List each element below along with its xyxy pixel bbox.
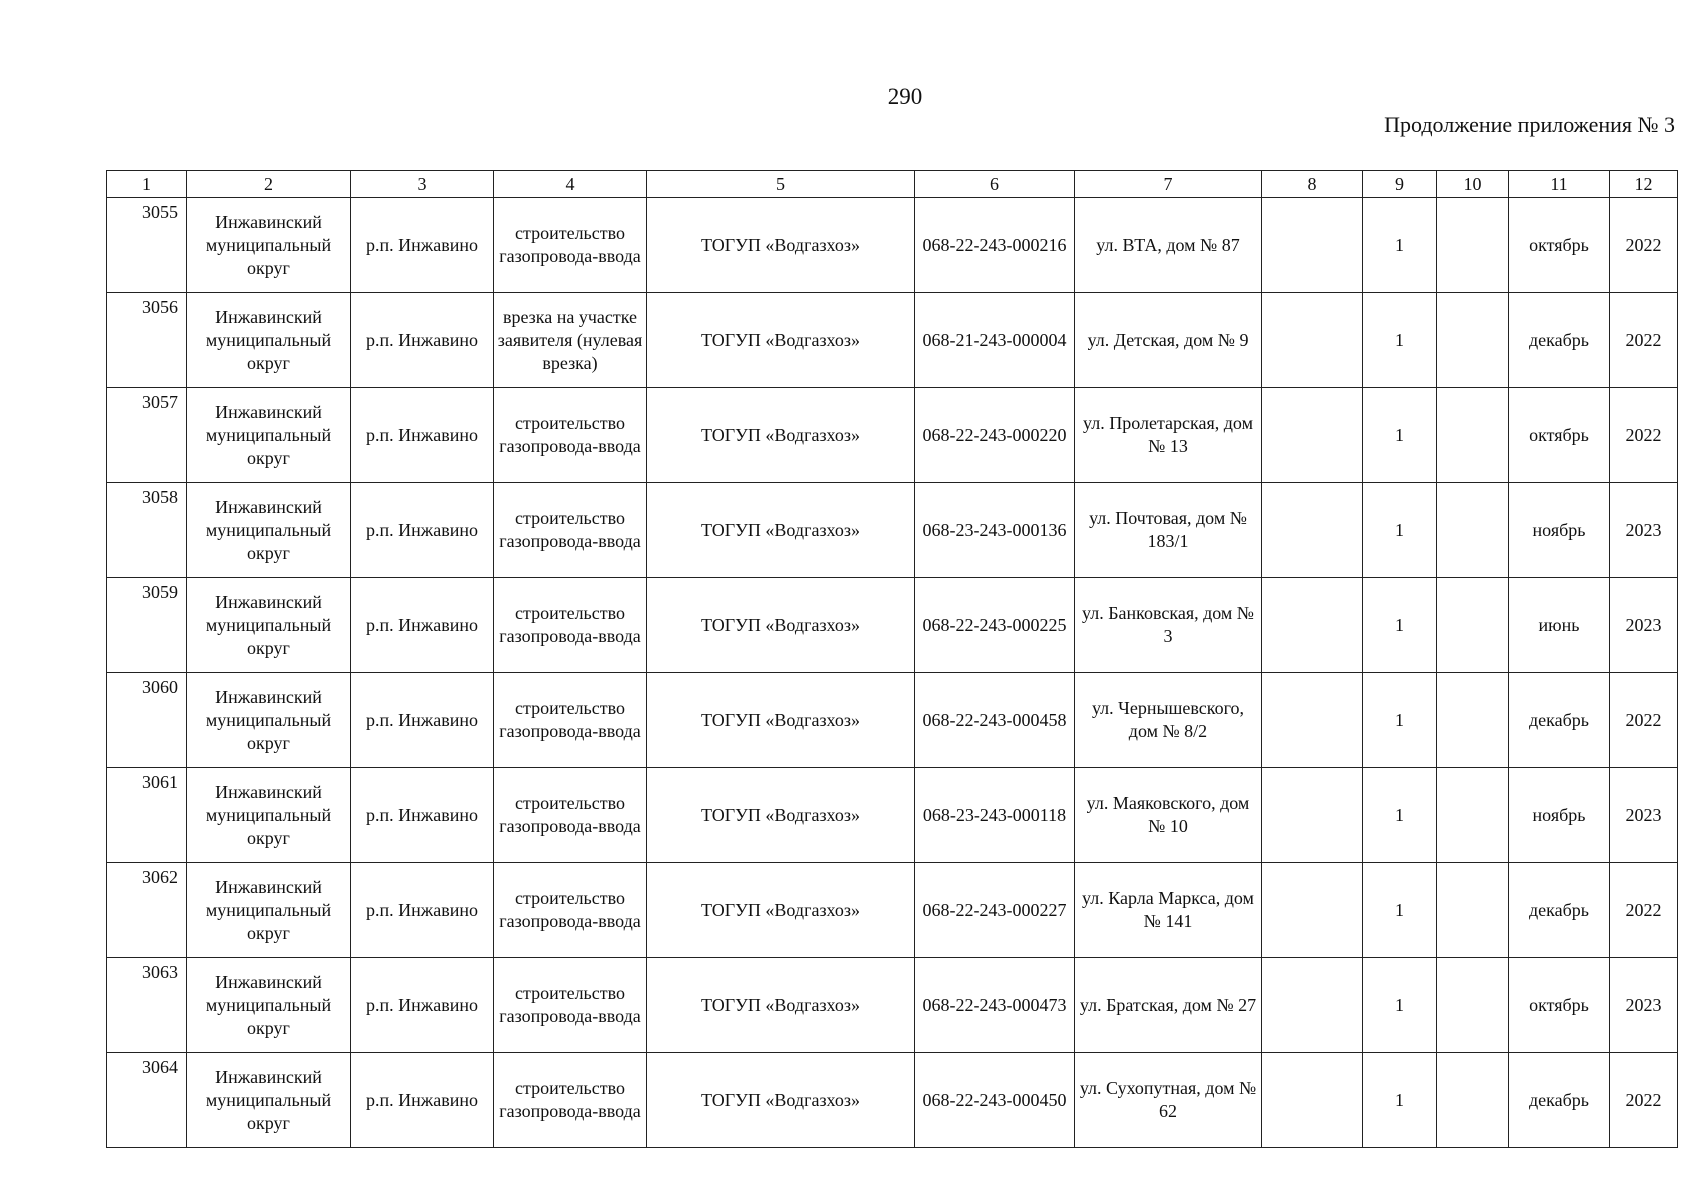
cell-row-number: 3060 bbox=[107, 673, 187, 768]
cell-request-number: 068-21-243-000004 bbox=[915, 293, 1075, 388]
cell-month: ноябрь bbox=[1509, 768, 1610, 863]
cell-settlement: р.п. Инжавино bbox=[351, 483, 494, 578]
cell-month: октябрь bbox=[1509, 388, 1610, 483]
cell-col8-value bbox=[1262, 388, 1363, 483]
cell-request-number: 068-23-243-000118 bbox=[915, 768, 1075, 863]
cell-row-number: 3061 bbox=[107, 768, 187, 863]
cell-col8-value bbox=[1262, 198, 1363, 293]
cell-count: 1 bbox=[1363, 863, 1437, 958]
cell-organization: ТОГУП «Водгазхоз» bbox=[647, 863, 915, 958]
col-header-4: 4 bbox=[494, 171, 647, 198]
cell-request-number: 068-22-243-000216 bbox=[915, 198, 1075, 293]
cell-settlement: р.п. Инжавино bbox=[351, 1053, 494, 1148]
cell-district: Инжавинский муниципальный округ bbox=[187, 198, 351, 293]
cell-work-type: строительство газопровода-ввода bbox=[494, 958, 647, 1053]
col-header-10: 10 bbox=[1437, 171, 1509, 198]
cell-request-number: 068-22-243-000227 bbox=[915, 863, 1075, 958]
cell-col10-value bbox=[1437, 1053, 1509, 1148]
cell-month: июнь bbox=[1509, 578, 1610, 673]
cell-col10-value bbox=[1437, 958, 1509, 1053]
cell-month: декабрь bbox=[1509, 863, 1610, 958]
cell-row-number: 3063 bbox=[107, 958, 187, 1053]
table-row bbox=[107, 293, 1678, 388]
cell-row-number: 3059 bbox=[107, 578, 187, 673]
header-row bbox=[107, 171, 1678, 198]
cell-organization: ТОГУП «Водгазхоз» bbox=[647, 578, 915, 673]
col-header-1: 1 bbox=[107, 171, 187, 198]
cell-row-number: 3064 bbox=[107, 1053, 187, 1148]
appendix-continuation-note: Продолжение приложения № 3 bbox=[1384, 112, 1675, 137]
cell-col10-value bbox=[1437, 483, 1509, 578]
cell-month: декабрь bbox=[1509, 293, 1610, 388]
cell-request-number: 068-22-243-000450 bbox=[915, 1053, 1075, 1148]
col-header-11: 11 bbox=[1509, 171, 1610, 198]
cell-address: ул. Банковская, дом № 3 bbox=[1075, 578, 1262, 673]
table-row bbox=[107, 388, 1678, 483]
registry-table bbox=[106, 170, 1678, 1148]
table-row bbox=[107, 1053, 1678, 1148]
cell-organization: ТОГУП «Водгазхоз» bbox=[647, 1053, 915, 1148]
col-header-5: 5 bbox=[647, 171, 915, 198]
cell-year: 2022 bbox=[1610, 863, 1678, 958]
cell-settlement: р.п. Инжавино bbox=[351, 863, 494, 958]
cell-organization: ТОГУП «Водгазхоз» bbox=[647, 768, 915, 863]
cell-request-number: 068-22-243-000220 bbox=[915, 388, 1075, 483]
cell-request-number: 068-22-243-000225 bbox=[915, 578, 1075, 673]
cell-month: октябрь bbox=[1509, 958, 1610, 1053]
cell-col10-value bbox=[1437, 578, 1509, 673]
cell-address: ул. Карла Маркса, дом № 141 bbox=[1075, 863, 1262, 958]
cell-row-number: 3058 bbox=[107, 483, 187, 578]
cell-address: ул. Почтовая, дом № 183/1 bbox=[1075, 483, 1262, 578]
cell-address: ул. Сухопутная, дом № 62 bbox=[1075, 1053, 1262, 1148]
cell-year: 2022 bbox=[1610, 293, 1678, 388]
cell-row-number: 3055 bbox=[107, 198, 187, 293]
cell-year: 2023 bbox=[1610, 483, 1678, 578]
page-number: 290 bbox=[887, 84, 923, 109]
cell-row-number: 3057 bbox=[107, 388, 187, 483]
cell-count: 1 bbox=[1363, 578, 1437, 673]
cell-count: 1 bbox=[1363, 673, 1437, 768]
cell-district: Инжавинский муниципальный округ bbox=[187, 293, 351, 388]
cell-settlement: р.п. Инжавино bbox=[351, 578, 494, 673]
cell-year: 2022 bbox=[1610, 388, 1678, 483]
cell-work-type: строительство газопровода-ввода bbox=[494, 673, 647, 768]
cell-organization: ТОГУП «Водгазхоз» bbox=[647, 673, 915, 768]
col-header-7: 7 bbox=[1075, 171, 1262, 198]
cell-count: 1 bbox=[1363, 483, 1437, 578]
table-row bbox=[107, 198, 1678, 293]
table-row bbox=[107, 483, 1678, 578]
cell-col8-value bbox=[1262, 1053, 1363, 1148]
cell-year: 2023 bbox=[1610, 768, 1678, 863]
cell-district: Инжавинский муниципальный округ bbox=[187, 958, 351, 1053]
cell-settlement: р.п. Инжавино bbox=[351, 958, 494, 1053]
cell-col10-value bbox=[1437, 768, 1509, 863]
cell-row-number: 3056 bbox=[107, 293, 187, 388]
cell-year: 2023 bbox=[1610, 958, 1678, 1053]
cell-settlement: р.п. Инжавино bbox=[351, 198, 494, 293]
cell-district: Инжавинский муниципальный округ bbox=[187, 863, 351, 958]
cell-organization: ТОГУП «Водгазхоз» bbox=[647, 388, 915, 483]
cell-count: 1 bbox=[1363, 388, 1437, 483]
cell-work-type: строительство газопровода-ввода bbox=[494, 863, 647, 958]
table-row bbox=[107, 578, 1678, 673]
cell-month: октябрь bbox=[1509, 198, 1610, 293]
cell-count: 1 bbox=[1363, 768, 1437, 863]
cell-organization: ТОГУП «Водгазхоз» bbox=[647, 198, 915, 293]
cell-col8-value bbox=[1262, 293, 1363, 388]
cell-col8-value bbox=[1262, 958, 1363, 1053]
cell-work-type: врезка на участке заявителя (нулевая врезка) bbox=[494, 293, 647, 388]
cell-col10-value bbox=[1437, 863, 1509, 958]
cell-col10-value bbox=[1437, 673, 1509, 768]
col-header-8: 8 bbox=[1262, 171, 1363, 198]
cell-count: 1 bbox=[1363, 958, 1437, 1053]
cell-col8-value bbox=[1262, 483, 1363, 578]
col-header-3: 3 bbox=[351, 171, 494, 198]
cell-col8-value bbox=[1262, 673, 1363, 768]
col-header-6: 6 bbox=[915, 171, 1075, 198]
table-row bbox=[107, 958, 1678, 1053]
table-row bbox=[107, 863, 1678, 958]
cell-col10-value bbox=[1437, 198, 1509, 293]
cell-district: Инжавинский муниципальный округ bbox=[187, 768, 351, 863]
cell-col8-value bbox=[1262, 863, 1363, 958]
table-row bbox=[107, 673, 1678, 768]
cell-settlement: р.п. Инжавино bbox=[351, 673, 494, 768]
cell-year: 2022 bbox=[1610, 673, 1678, 768]
cell-settlement: р.п. Инжавино bbox=[351, 388, 494, 483]
cell-organization: ТОГУП «Водгазхоз» bbox=[647, 293, 915, 388]
cell-col10-value bbox=[1437, 388, 1509, 483]
cell-settlement: р.п. Инжавино bbox=[351, 768, 494, 863]
cell-count: 1 bbox=[1363, 1053, 1437, 1148]
cell-count: 1 bbox=[1363, 293, 1437, 388]
cell-request-number: 068-22-243-000458 bbox=[915, 673, 1075, 768]
cell-organization: ТОГУП «Водгазхоз» bbox=[647, 483, 915, 578]
cell-work-type: строительство газопровода-ввода bbox=[494, 578, 647, 673]
cell-work-type: строительство газопровода-ввода bbox=[494, 1053, 647, 1148]
col-header-2: 2 bbox=[187, 171, 351, 198]
cell-col8-value bbox=[1262, 578, 1363, 673]
cell-month: ноябрь bbox=[1509, 483, 1610, 578]
cell-year: 2022 bbox=[1610, 1053, 1678, 1148]
cell-year: 2023 bbox=[1610, 578, 1678, 673]
cell-district: Инжавинский муниципальный округ bbox=[187, 483, 351, 578]
cell-month: декабрь bbox=[1509, 673, 1610, 768]
cell-request-number: 068-22-243-000473 bbox=[915, 958, 1075, 1053]
cell-district: Инжавинский муниципальный округ bbox=[187, 673, 351, 768]
cell-work-type: строительство газопровода-ввода bbox=[494, 483, 647, 578]
col-header-12: 12 bbox=[1610, 171, 1678, 198]
cell-work-type: строительство газопровода-ввода bbox=[494, 768, 647, 863]
cell-address: ул. Детская, дом № 9 bbox=[1075, 293, 1262, 388]
cell-count: 1 bbox=[1363, 198, 1437, 293]
cell-request-number: 068-23-243-000136 bbox=[915, 483, 1075, 578]
cell-col10-value bbox=[1437, 293, 1509, 388]
cell-year: 2022 bbox=[1610, 198, 1678, 293]
cell-col8-value bbox=[1262, 768, 1363, 863]
cell-district: Инжавинский муниципальный округ bbox=[187, 578, 351, 673]
cell-address: ул. Чернышевского, дом № 8/2 bbox=[1075, 673, 1262, 768]
cell-settlement: р.п. Инжавино bbox=[351, 293, 494, 388]
cell-organization: ТОГУП «Водгазхоз» bbox=[647, 958, 915, 1053]
cell-work-type: строительство газопровода-ввода bbox=[494, 388, 647, 483]
col-header-9: 9 bbox=[1363, 171, 1437, 198]
cell-row-number: 3062 bbox=[107, 863, 187, 958]
cell-address: ул. Маяковского, дом № 10 bbox=[1075, 768, 1262, 863]
cell-address: ул. Братская, дом № 27 bbox=[1075, 958, 1262, 1053]
cell-address: ул. ВТА, дом № 87 bbox=[1075, 198, 1262, 293]
cell-district: Инжавинский муниципальный округ bbox=[187, 388, 351, 483]
cell-district: Инжавинский муниципальный округ bbox=[187, 1053, 351, 1148]
cell-work-type: строительство газопровода-ввода bbox=[494, 198, 647, 293]
cell-address: ул. Пролетарская, дом № 13 bbox=[1075, 388, 1262, 483]
cell-month: декабрь bbox=[1509, 1053, 1610, 1148]
table-row bbox=[107, 768, 1678, 863]
